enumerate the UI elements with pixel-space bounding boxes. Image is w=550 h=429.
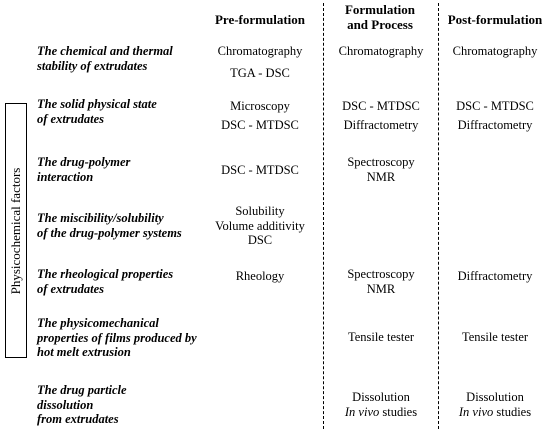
column-separator (323, 3, 324, 429)
cell-pre-row1: Chromatography TGA - DSC (217, 44, 303, 80)
cell-pre-row5: Rheology (235, 269, 285, 283)
factor-rheological-properties: The rheological properties of extrudates (37, 267, 174, 296)
factor-drug-polymer-interaction: The drug-polymer interaction (37, 155, 131, 184)
header-formulation-line1: Formulation (344, 2, 416, 17)
header-formulation-process (323, 2, 437, 32)
cell-pre-row3: DSC - MTDSC (221, 163, 299, 177)
cell-post-row7: Dissolution In vivo studies (458, 390, 532, 419)
cell-post-row6: Tensile tester (461, 330, 529, 344)
factor-miscibility-solubility: The miscibility/solubility of the drug-polymer systems (37, 211, 182, 240)
factor-physicomechanical-properties: The physicomechanical properties of films produced by hot melt extrusion (37, 316, 197, 359)
in-vivo-italic: In vivo (344, 404, 380, 419)
header-pre-formulation: Pre-formulation (214, 12, 306, 27)
cell-post-row1: Chromatography (452, 44, 538, 58)
cell-form-row6: Tensile tester (347, 330, 415, 344)
cell-post-row2: DSC - MTDSC Diffractometry (456, 99, 534, 132)
in-vivo-italic: In vivo (458, 404, 494, 419)
side-label: Physicochemical factors (8, 167, 23, 294)
cell-form-row3: Spectroscopy NMR (347, 155, 415, 184)
factor-drug-particle-dissolution: The drug particle dissolution from extrudates (37, 383, 127, 426)
factor-chemical-thermal-stability: The chemical and thermal stability of extrudates (37, 44, 173, 73)
header-formulation-line2: and Process (347, 17, 413, 32)
cell-post-row5: Diffractometry (457, 269, 533, 283)
cell-form-row2: DSC - MTDSC Diffractometry (342, 99, 420, 132)
header-post-formulation: Post-formulation (447, 12, 543, 27)
cell-form-row5: Spectroscopy NMR (347, 267, 415, 296)
column-separator (438, 3, 439, 429)
side-label-box (5, 103, 27, 358)
cell-pre-row4: Solubility Volume additivity DSC (215, 204, 305, 247)
factor-solid-physical-state: The solid physical state of extrudates (37, 97, 157, 126)
cell-pre-row2: Microscopy DSC - MTDSC (221, 99, 299, 132)
cell-form-row1: Chromatography (338, 44, 424, 58)
cell-form-row7: Dissolution In vivo studies (344, 390, 418, 419)
